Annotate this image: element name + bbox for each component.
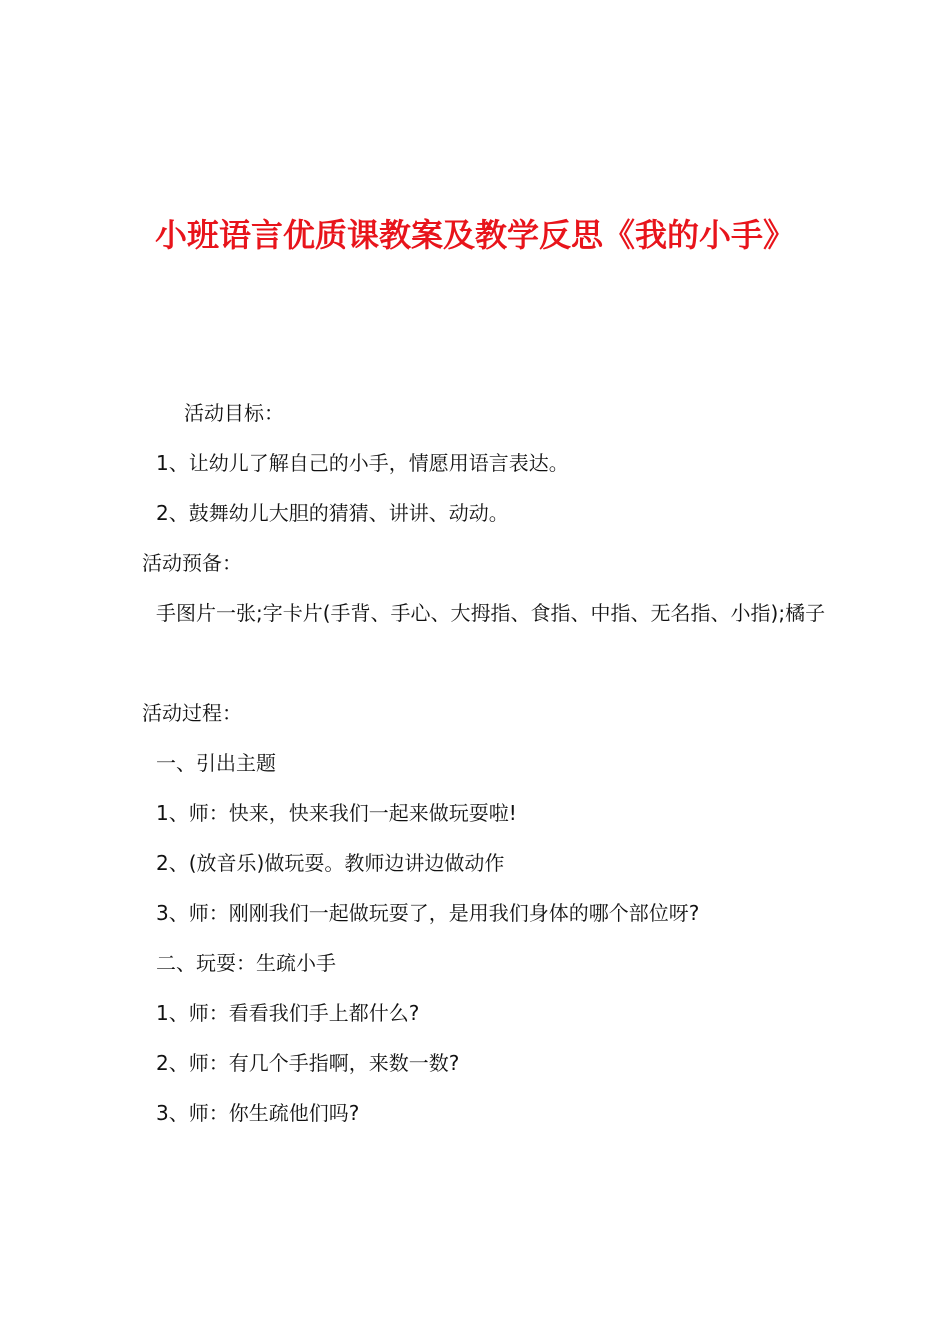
preparation-materials: 手图片一张;字卡片(手背、手心、大拇指、食指、中指、无名指、小指);橘子 [156, 601, 826, 625]
process-step-1-1: 1、师：快来，快来我们一起来做玩耍啦! [156, 801, 517, 825]
goal-item-2: 2、鼓舞幼儿大胆的猜猜、讲讲、动动。 [156, 501, 509, 525]
process-step-2-2: 2、师：有几个手指啊，来数一数? [156, 1051, 460, 1075]
section-heading-process: 活动过程： [142, 701, 242, 725]
process-part-1-heading: 一、引出主题 [156, 751, 276, 775]
process-part-2-heading: 二、玩耍：生疏小手 [156, 951, 336, 975]
process-step-2-1: 1、师：看看我们手上都什么? [156, 1001, 420, 1025]
process-step-2-3: 3、师：你生疏他们吗? [156, 1101, 360, 1125]
process-step-1-3: 3、师：刚刚我们一起做玩耍了，是用我们身体的哪个部位呀? [156, 901, 700, 925]
section-heading-goals: 活动目标： [184, 401, 284, 425]
section-heading-preparation: 活动预备： [142, 551, 242, 575]
process-step-1-2: 2、(放音乐)做玩耍。教师边讲边做动作 [156, 851, 505, 875]
document-title: 小班语言优质课教案及教学反思《我的小手》 [154, 216, 795, 254]
goal-item-1: 1、让幼儿了解自己的小手，情愿用语言表达。 [156, 451, 569, 475]
